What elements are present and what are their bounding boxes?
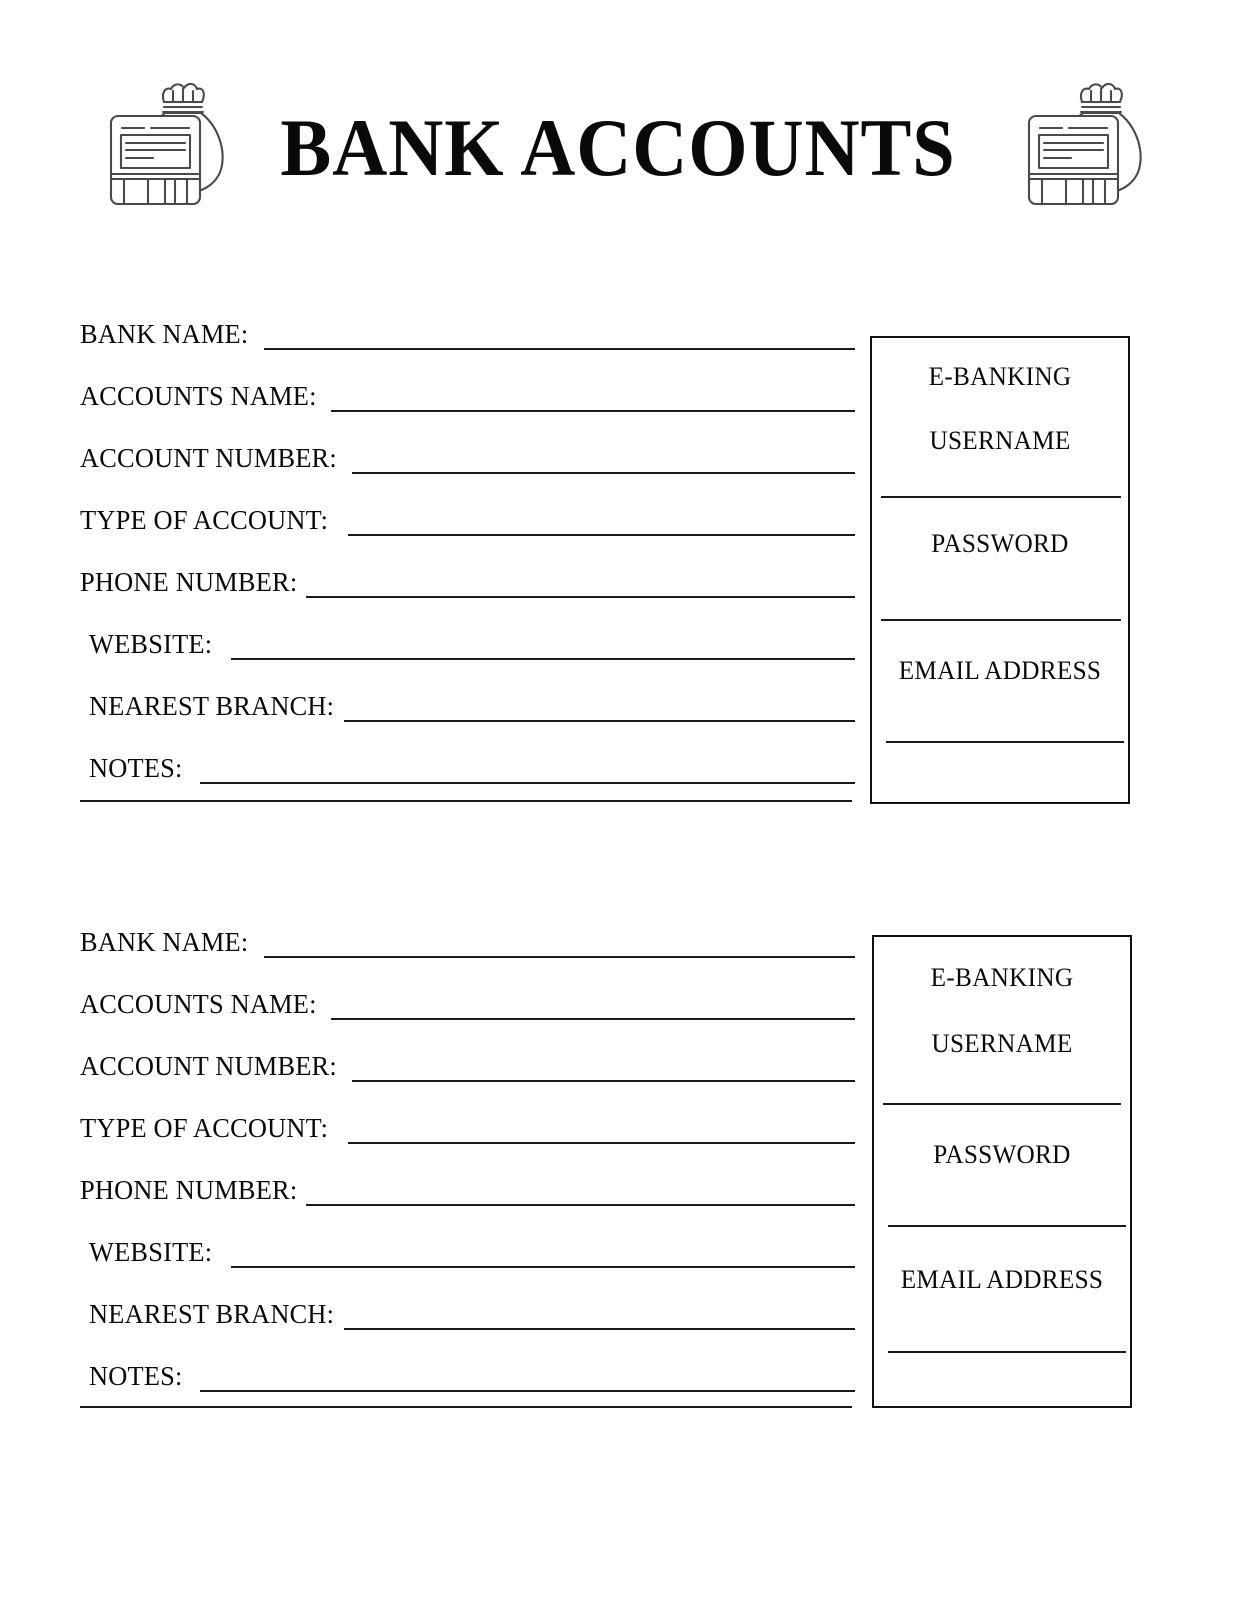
field-input-rule[interactable] xyxy=(352,1080,855,1082)
field-type-of-account[interactable] xyxy=(80,1084,855,1146)
field-bank-name[interactable] xyxy=(80,898,855,960)
field-accounts-name[interactable] xyxy=(80,352,855,414)
page-title: BANK ACCOUNTS xyxy=(280,102,956,193)
e-banking-email-rule[interactable] xyxy=(888,1351,1126,1353)
field-label: PHONE NUMBER: xyxy=(80,1173,298,1205)
field-label: ACCOUNT NUMBER: xyxy=(80,441,337,473)
field-website[interactable] xyxy=(80,1208,855,1270)
e-banking-title: E-BANKING xyxy=(930,963,1074,992)
e-banking-email-rule[interactable] xyxy=(886,741,1124,743)
field-list xyxy=(80,898,855,1394)
bank-check-money-bag-icon xyxy=(91,79,227,211)
field-label: NEAREST BRANCH: xyxy=(89,1297,335,1329)
field-label: WEBSITE: xyxy=(89,1235,213,1267)
field-label: NOTES: xyxy=(89,751,183,783)
field-input-rule[interactable] xyxy=(231,658,855,660)
e-banking-box xyxy=(870,336,1130,804)
field-input-rule[interactable] xyxy=(264,348,855,350)
field-input-rule[interactable] xyxy=(306,596,855,598)
field-account-number[interactable] xyxy=(80,414,855,476)
field-input-rule[interactable] xyxy=(306,1204,855,1206)
page-header xyxy=(0,70,1236,220)
e-banking-password-rule[interactable] xyxy=(881,619,1121,621)
field-label: TYPE OF ACCOUNT: xyxy=(80,1111,329,1143)
e-banking-username-rule[interactable] xyxy=(883,1103,1121,1105)
field-website[interactable] xyxy=(80,600,855,662)
field-list xyxy=(80,290,855,786)
field-label: WEBSITE: xyxy=(89,627,213,659)
field-input-rule[interactable] xyxy=(352,472,855,474)
field-account-number[interactable] xyxy=(80,1022,855,1084)
e-banking-password-rule[interactable] xyxy=(888,1225,1126,1227)
field-input-rule[interactable] xyxy=(200,782,855,784)
field-label: PHONE NUMBER: xyxy=(80,565,298,597)
field-bank-name[interactable] xyxy=(80,290,855,352)
field-nearest-branch[interactable] xyxy=(80,1270,855,1332)
field-input-rule[interactable] xyxy=(231,1266,855,1268)
field-phone-number[interactable] xyxy=(80,1146,855,1208)
notes-continuation-rule[interactable] xyxy=(80,800,852,802)
field-label: ACCOUNTS NAME: xyxy=(80,987,317,1019)
e-banking-password-label: PASSWORD xyxy=(933,1140,1071,1169)
e-banking-email-label: EMAIL ADDRESS xyxy=(898,656,1102,685)
field-input-rule[interactable] xyxy=(344,720,855,722)
field-label: NOTES: xyxy=(89,1359,183,1391)
bank-check-money-bag-icon xyxy=(1009,79,1145,211)
field-label: NEAREST BRANCH: xyxy=(89,689,335,721)
field-input-rule[interactable] xyxy=(264,956,855,958)
e-banking-username-rule[interactable] xyxy=(881,496,1121,498)
field-input-rule[interactable] xyxy=(348,534,855,536)
field-label: ACCOUNT NUMBER: xyxy=(80,1049,337,1081)
field-input-rule[interactable] xyxy=(331,1018,856,1020)
field-phone-number[interactable] xyxy=(80,538,855,600)
field-input-rule[interactable] xyxy=(331,410,856,412)
e-banking-username-label: USERNAME xyxy=(929,426,1071,455)
field-accounts-name[interactable] xyxy=(80,960,855,1022)
field-type-of-account[interactable] xyxy=(80,476,855,538)
e-banking-password-label: PASSWORD xyxy=(931,529,1069,558)
e-banking-box xyxy=(872,935,1132,1408)
field-nearest-branch[interactable] xyxy=(80,662,855,724)
field-notes[interactable] xyxy=(80,1332,855,1394)
field-label: TYPE OF ACCOUNT: xyxy=(80,503,329,535)
e-banking-title: E-BANKING xyxy=(928,362,1072,391)
field-notes[interactable] xyxy=(80,724,855,786)
e-banking-username-label: USERNAME xyxy=(931,1029,1073,1058)
field-input-rule[interactable] xyxy=(344,1328,855,1330)
field-label: BANK NAME: xyxy=(80,925,249,957)
field-input-rule[interactable] xyxy=(348,1142,855,1144)
notes-continuation-rule[interactable] xyxy=(80,1406,852,1408)
field-label: ACCOUNTS NAME: xyxy=(80,379,317,411)
e-banking-email-label: EMAIL ADDRESS xyxy=(900,1265,1104,1294)
field-label: BANK NAME: xyxy=(80,317,249,349)
field-input-rule[interactable] xyxy=(200,1390,855,1392)
